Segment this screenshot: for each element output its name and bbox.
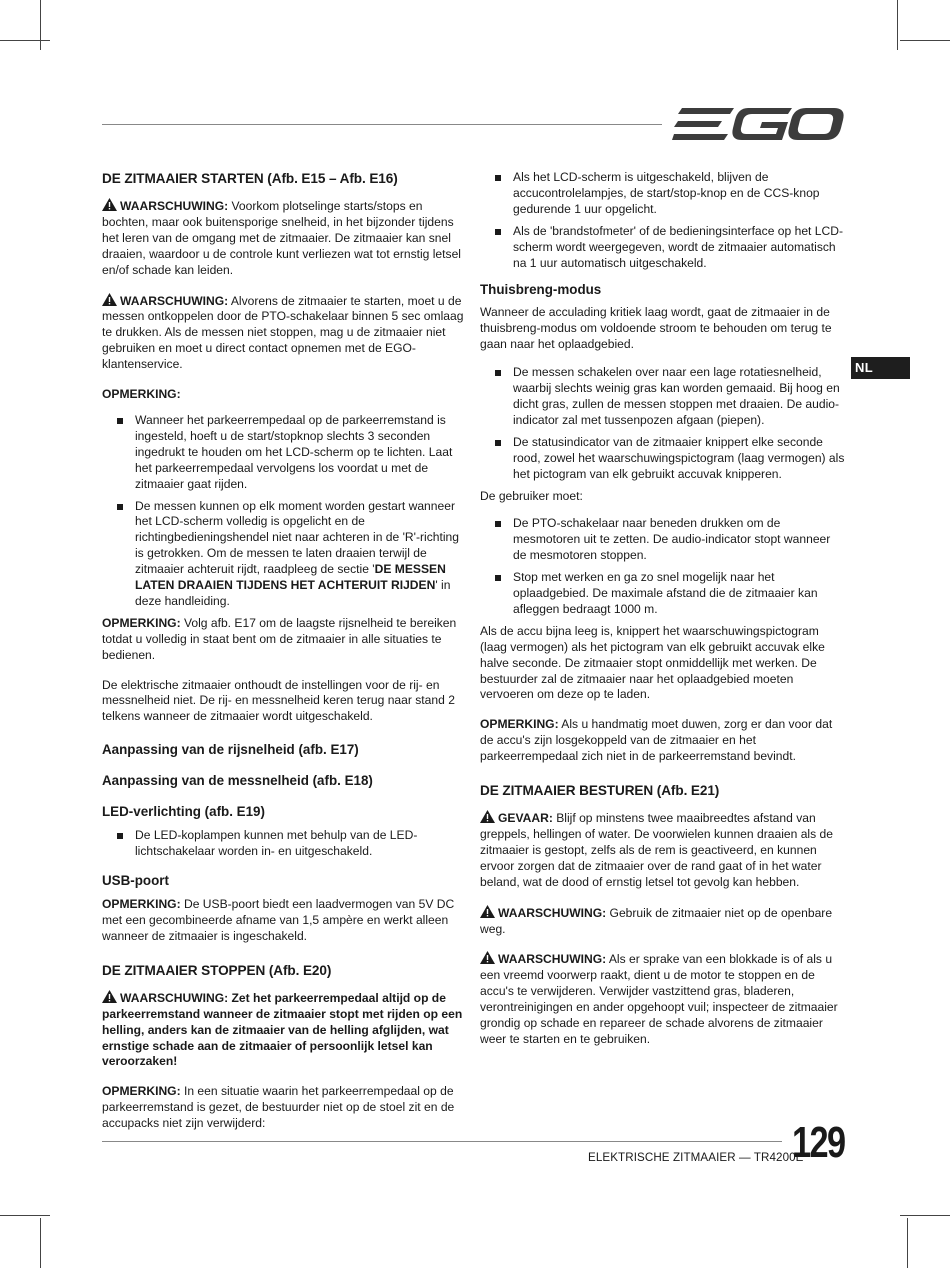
- list-item: [480, 570, 845, 618]
- bullet-square-icon: [495, 440, 501, 446]
- warning-text: Gebruik de zitmaaier niet op de openbare weg.: [480, 905, 833, 936]
- list-item: [102, 828, 468, 860]
- crop-mark: [900, 40, 950, 41]
- note-text: Volg afb. E17 om de laagste rijsnelheid te bereiken totdat u volledig in staat bent om de zitmaaier in alle situaties te bedienen.: [102, 615, 457, 662]
- list-item: [480, 365, 845, 429]
- subheading-usb: USB-poort: [102, 873, 169, 889]
- bullet-square-icon: [495, 575, 501, 581]
- right-column: [480, 170, 845, 1062]
- warning-text: Voorkom plotselinge starts/stops en bochten, maar ook buitensporige snelheid, in het bijzonder tijdens het leren van de omgang met de zitmaaier. De zitmaaier kan snel draaien, waardoor u de controle kunt verliezen wat tot ernstig letsel en/of schade kan leiden.: [102, 199, 461, 277]
- warning-label: WAARSCHUWING:: [120, 293, 229, 308]
- warning-icon: [480, 905, 495, 918]
- warning-icon: [102, 293, 117, 306]
- bullet-list: [480, 365, 845, 482]
- list-item-text: Wanneer het parkeerrempedaal op de parkeerremstand is ingesteld, hoeft u de start/stopknop slechts 3 seconden ingedrukt te houden om het LCD-scherm op te lichten. Laat het parkeerrempedaal vervolgens los voordat u met de zitmaaier gaat rijden.: [135, 412, 453, 491]
- list-item-text: De messen schakelen over naar een lage rotatiesnelheid, waarbij slechts weinig gras kan worden gemaaid. Bij hoog en dicht gras, zullen de messen stoppen met draaien. De audio-indicator zal met tussenpozen afgaan (piepen).: [513, 365, 840, 427]
- note-text: De USB-poort biedt een laadvermogen van 5V DC met een gecombineerde afname van 1,5 ampère en werkt alleen wanneer de zitmaaier is ingeschakeld.: [102, 897, 455, 943]
- list-item-text: De PTO-schakelaar naar beneden drukken om de mesmotoren uit te zetten. De audio-indicator stopt wanneer de mesmotoren stoppen.: [513, 516, 831, 563]
- bullet-square-icon: [117, 504, 123, 510]
- warning-label: WAARSCHUWING:: [120, 990, 229, 1005]
- list-item-text: De statusindicator van de zitmaaier knippert elke seconde rood, zowel het waarschuwingspictogram (laag vermogen) als het pictogram van elk gebruikt accuvak knipperen.: [513, 434, 845, 481]
- note-paragraph: [480, 717, 845, 765]
- note-label: OPMERKING:: [102, 1084, 181, 1099]
- note-label: OPMERKING:: [102, 615, 181, 630]
- list-item: [102, 413, 468, 493]
- warning-paragraph: [480, 905, 845, 938]
- danger-label: GEVAAR:: [498, 811, 553, 826]
- list-item: [102, 499, 468, 610]
- warning-text: Zet het parkeerrempedaal altijd op de parkeerremstand wanneer de zitmaaier stopt met rijden op een helling, anders kan de zitmaaier van de helling afglijden, wat ernstige schade aan de zitmaaier of persoonlijk letsel kan veroorzaken!: [102, 990, 463, 1069]
- warning-paragraph: [102, 293, 468, 374]
- subheading-blade-speed: Aanpassing van de messnelheid (afb. E18): [102, 773, 373, 789]
- subheading-drive-speed: Aanpassing van de rijsnelheid (afb. E17): [102, 742, 359, 758]
- crop-mark: [907, 1218, 908, 1268]
- crop-mark: [0, 40, 50, 41]
- list-item-text: Als de 'brandstofmeter' of de bedieningsinterface op het LCD-scherm wordt weergegeven, wordt de zitmaaier automatisch na 1 uur automatisch uitgeschakeld.: [513, 223, 843, 270]
- warning-text: Als er sprake van een blokkade is of als u een vreemd voorwerp raakt, dient u de motor te stoppen en de accu's te verwijderen. Verwijder vastzittend gras, bladeren, verontreinigingen en ander opgehoopt vuil; inspecteer de zitmaaier grondig op schade en repareer de schade alvorens de zitmaaier weer te starten en te gebruiken.: [480, 952, 838, 1046]
- page-number: 129: [792, 1118, 845, 1167]
- led-bullet-list: [102, 828, 468, 860]
- crop-mark: [0, 1215, 50, 1216]
- danger-text: Blijf op minstens twee maaibreedtes afstand van greppels, hellingen of water. De voorwielen kunnen draaien als de zitmaaier is gestopt, zelfs als de rem is geactiveerd, en kunnen ervoor zorgen dat de zitmaaier over de rand gaat of in het water beland, wat de dood of ernstig letsel tot gevolg kan hebben.: [480, 811, 833, 889]
- bullet-square-icon: [117, 418, 123, 424]
- crop-mark: [40, 1218, 41, 1268]
- warning-icon: [102, 990, 117, 1003]
- crop-mark: [900, 1215, 950, 1216]
- warning-paragraph: [102, 990, 468, 1071]
- danger-paragraph: [480, 810, 845, 891]
- left-column: [102, 170, 468, 1146]
- list-item-text: De messen kunnen op elk moment worden gestart wanneer het LCD-scherm volledig is opgelicht en de richtingbedieningshendel niet naar achteren in de 'R'-richting is getrokken. Om de messen te laten draaien terwijl de zitmaaier achteruit rijdt, raadpleeg de sectie ': [135, 498, 459, 577]
- body-paragraph: De gebruiker moet:: [480, 488, 583, 503]
- crop-mark: [897, 0, 898, 50]
- warning-text: Alvorens de zitmaaier te starten, moet u de messen ontkoppelen door de PTO-schakelaar binnen 5 sec omlaag te drukken. Als de messen niet stoppen, mag u de zitmaaier niet gebruiken en moet u direct contact opnemen met de EGO-klantenservice.: [102, 293, 464, 372]
- footer-doc-title: ELEKTRISCHE ZITMAAIER — TR4200E: [588, 1151, 804, 1164]
- bullet-list: [480, 516, 845, 617]
- subheading-led: LED-verlichting (afb. E19): [102, 804, 265, 820]
- body-paragraph: Als de accu bijna leeg is, knippert het waarschuwingspictogram (laag vermogen) als het pictogram van elk gebruikt accuvak elke halve seconde. De zitmaaier stopt onmiddellijk met werken. De bestuurder zal de zitmaaier naar het oplaadgebied moeten vervoeren om deze op te laden.: [480, 623, 825, 702]
- note-paragraph: [102, 897, 468, 945]
- bullet-square-icon: [495, 521, 501, 527]
- bullet-square-icon: [117, 833, 123, 839]
- body-paragraph: Wanneer de acculading kritiek laag wordt, gaat de zitmaaier in de thuisbreng-modus om voldoende stroom te behouden om terug te gaan naar het oplaadgebied.: [480, 305, 832, 352]
- section-reference: DE MESSEN LATEN DRAAIEN TIJDENS HET ACHTERUIT RIJDEN: [135, 562, 446, 593]
- footer-rule: [102, 1141, 782, 1142]
- warning-icon: [480, 810, 495, 823]
- note-paragraph: [102, 1084, 468, 1132]
- list-item: [480, 224, 845, 272]
- note-bullet-list: [102, 413, 468, 610]
- header-rule: [102, 124, 662, 125]
- bullet-square-icon: [495, 229, 501, 235]
- note-label: OPMERKING:: [102, 387, 181, 402]
- bullet-square-icon: [495, 175, 501, 181]
- list-item-text: De LED-koplampen kunnen met behulp van de LED-lichtschakelaar worden in- en uitgeschakeld.: [135, 828, 418, 859]
- list-item-text: Als het LCD-scherm is uitgeschakeld, blijven de accucontrolelampjes, de start/stop-knop en de CCS-knop gedurende 1 uur opgelicht.: [513, 170, 820, 216]
- warning-label: WAARSCHUWING:: [120, 199, 229, 213]
- note-label: OPMERKING:: [480, 717, 559, 732]
- crop-mark: [40, 0, 41, 50]
- bullet-square-icon: [495, 370, 501, 376]
- warning-paragraph: [480, 951, 845, 1047]
- warning-label: WAARSCHUWING:: [498, 905, 607, 920]
- list-item-text: Stop met werken en ga zo snel mogelijk naar het oplaadgebied. De maximale afstand die de zitmaaier kan afleggen bedraagt 1000 m.: [513, 570, 818, 616]
- warning-icon: [480, 951, 495, 964]
- note-heading: [102, 387, 468, 403]
- list-item: [480, 435, 845, 483]
- note-text: In een situatie waarin het parkeerrempedaal op de parkeerremstand is gezet, de bestuurder niet op de stoel zit en de accupacks niet zijn verwijderd:: [102, 1084, 455, 1131]
- section-title-steering: DE ZITMAAIER BESTUREN (Afb. E21): [480, 783, 720, 799]
- warning-paragraph: [102, 198, 468, 279]
- section-title-stopping: DE ZITMAAIER STOPPEN (Afb. E20): [102, 962, 332, 978]
- warning-icon: [102, 198, 117, 211]
- note-label: OPMERKING:: [102, 897, 181, 912]
- ego-logo: [672, 104, 844, 144]
- warning-label: WAARSCHUWING:: [498, 952, 607, 967]
- note-text: Als u handmatig moet duwen, zorg er dan voor dat de accu's zijn losgekoppeld van de zitmaaier en het parkeerrempedaal zich niet in de parkeerremstand bevindt.: [480, 717, 833, 764]
- bullet-list: [480, 170, 845, 271]
- list-item: [480, 170, 845, 218]
- subheading-home-mode: Thuisbreng-modus: [480, 282, 602, 298]
- body-paragraph: De elektrische zitmaaier onthoudt de instellingen voor de rij- en messnelheid niet. De rij- en messnelheid keren terug naar stand 2 telkens wanneer de zitmaaier wordt uitgeschakeld.: [102, 677, 455, 724]
- list-item: [480, 516, 845, 564]
- section-title-starting: DE ZITMAAIER STARTEN (Afb. E15 – Afb. E16): [102, 171, 398, 186]
- list-item-text: ' in deze handleiding.: [135, 578, 451, 608]
- note-paragraph: [102, 616, 468, 664]
- language-tab: NL: [851, 357, 910, 379]
